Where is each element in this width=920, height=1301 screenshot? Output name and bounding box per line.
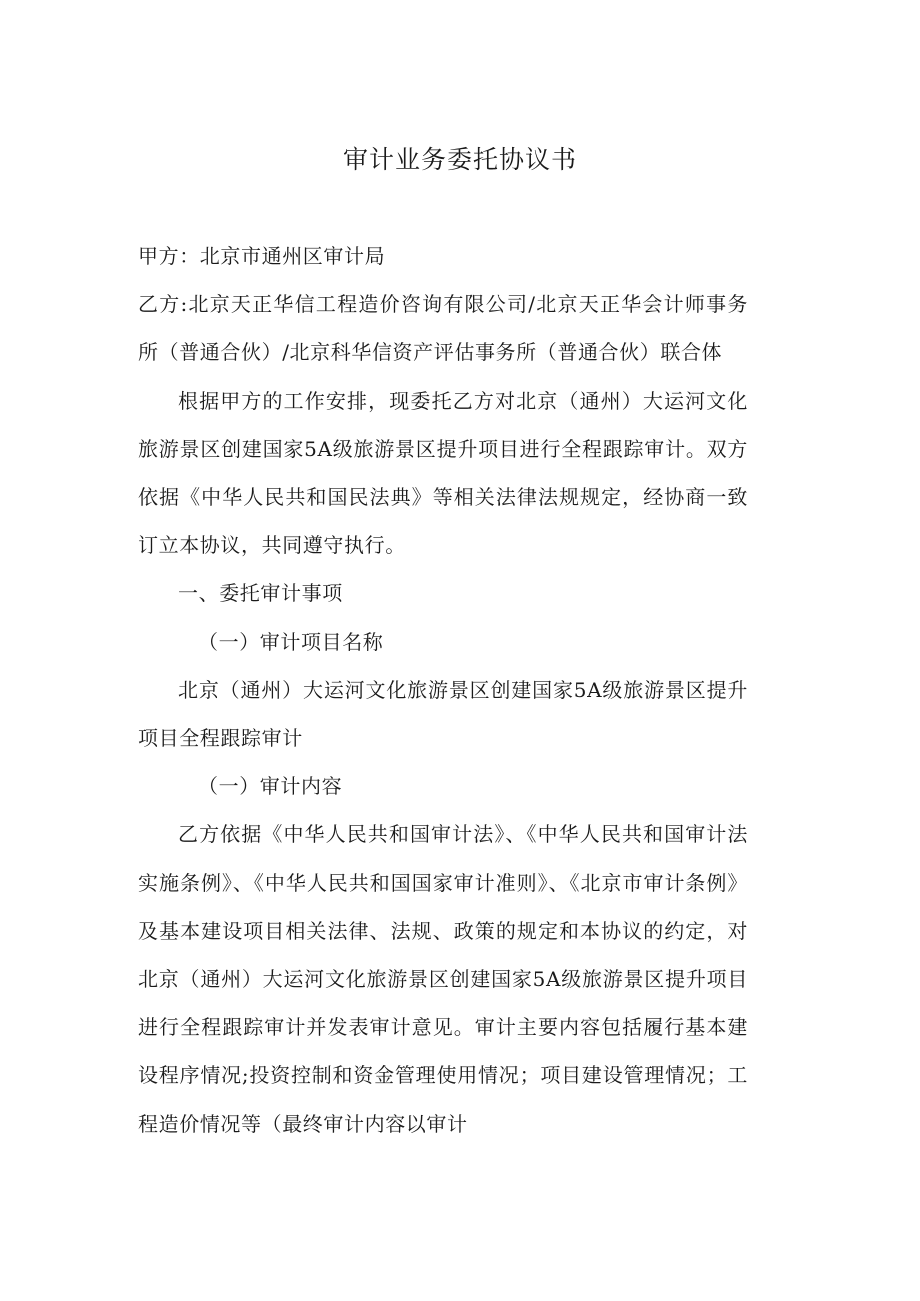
document-body [138, 232, 748, 1148]
party-b-paragraph: 乙方:北京天正华信工程造价咨询有限公司/北京天正华会计师事务所（普通合伙）/北京科华信资产评估事务所（普通合伙）联合体 [138, 292, 748, 365]
audit-content-paragraph: 乙方依据《中华人民共和国审计法》、《中华人民共和国审计法实施条例》、《中华人民共和国国家审计准则》、《北京市审计条例》及基本建设项目相关法律、法规、政策的规定和本协议的约定，对北京（通州）大运河文化旅游景区创建国家5A级旅游景区提升项目进行全程跟踪审计并发表审计意见。审计主要内容包括履行基本建设程序情况;投资控制和资金管理使用情况；项目建设管理情况；工程造价情况等（最终审计内容以审计 [138, 822, 748, 1136]
document-title: 审计业务委托协议书 [342, 145, 577, 174]
intro-paragraph: 根据甲方的工作安排，现委托乙方对北京（通州）大运河文化旅游景区创建国家5A级旅游景区提升项目进行全程跟踪审计。双方依据《中华人民共和国民法典》等相关法律法规规定，经协商一致订立本协议，共同遵守执行。 [138, 388, 748, 558]
subsection-audit-content-heading: （一）审计内容 [198, 774, 343, 799]
subsection-project-name-heading: （一）审计项目名称 [198, 629, 384, 654]
project-name-paragraph: 北京（通州）大运河文化旅游景区创建国家5A级旅游景区提升项目全程跟踪审计 [138, 677, 748, 751]
party-a-line: 甲方：北京市通州区审计局 [138, 244, 386, 268]
section-1-heading: 一、委托审计事项 [178, 581, 343, 606]
